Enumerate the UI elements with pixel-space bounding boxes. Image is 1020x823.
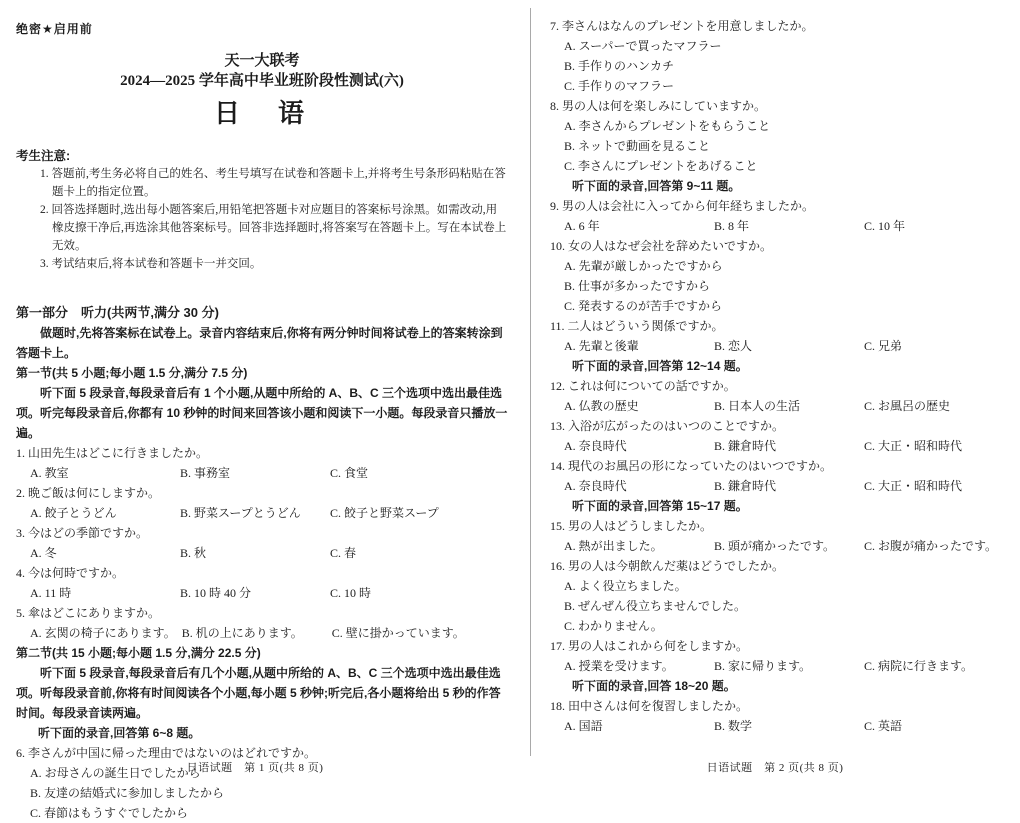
question-stem: 5. 傘はどこにありますか。 [16,606,161,620]
question-stem: 1. 山田先生はどこに行きましたか。 [16,446,209,460]
question-stem: 14. 現代のお風呂の形になっていたのはいつですか。 [550,459,833,473]
option-8C: C. 李さんにプレゼントをあげること [564,159,758,173]
option-10B: B. 仕事が多かったですから [564,279,711,293]
listening-lead: 听下面的录音,回答第 15~17 题。 [572,499,748,513]
question-options [16,623,508,643]
option-10C: C. 発表するのが苦手ですから [564,299,723,313]
page2-footer: 日语试题 第 2 页(共 8 页) [706,762,844,774]
section1-heading: 第一节(共 5 小题;每小题 1.5 分,满分 7.5 分) [16,366,248,380]
question-7 [550,16,1010,96]
listening-lead: 听下面的录音,回答第 6~8 题。 [38,726,201,740]
option-11A: A. 先輩と後輩 [564,339,639,353]
notice-item-1: 1. 答题前,考生务必将自己的姓名、考生号填写在试卷和答题卡上,并将考生号条形码粘贴在答题卡上的指定位置。 [40,168,506,198]
question-options [550,116,1010,176]
option-2C: C. 餃子と野菜スープ [330,506,439,520]
option-17C: C. 病院に行きます。 [864,659,974,673]
option-9A: A. 6 年 [564,219,600,233]
question-8 [550,96,1010,176]
question-4 [16,563,508,603]
option-9B: B. 8 年 [714,219,750,233]
question-9 [550,196,1010,236]
section2-heading: 第二节(共 15 小题;每小题 1.5 分,满分 22.5 分) [16,646,261,660]
question-options [550,716,1010,736]
question-17 [550,636,1010,676]
question-options [16,503,508,523]
option-3B: B. 秋 [180,546,207,560]
option-9C: C. 10 年 [864,219,906,233]
option-7C: C. 手作りのマフラー [564,79,675,93]
option-4A: A. 11 時 [30,586,72,600]
option-13C: C. 大正・昭和時代 [864,439,963,453]
question-stem: 8. 男の人は何を楽しみにしていますか。 [550,99,767,113]
notice-item-3: 3. 考试结束后,将本试卷和答题卡一并交回。 [40,258,262,270]
option-15C: C. お腹が痛かったです。 [864,539,998,553]
option-16C: C. わかりません。 [564,619,663,633]
question-options [16,543,508,563]
option-10A: A. 先輩が厳しかったですから [564,259,723,273]
question-11 [550,316,1010,356]
option-12B: B. 日本人の生活 [714,399,801,413]
question-stem: 17. 男の人はこれから何をしますか。 [550,639,749,653]
question-stem: 6. 李さんが中国に帰った理由ではないのはどれですか。 [16,746,317,760]
option-8A: A. 李さんからプレゼントをもらうこと [564,119,771,133]
question-options [550,436,1010,456]
question-stem: 4. 今は何時ですか。 [16,566,125,580]
question-options [550,576,1010,636]
option-3C: C. 春 [330,546,357,560]
part1-intro: 做题时,先将答案标在试卷上。录音内容结束后,你将有两分钟时间将试卷上的答案转涂到答题卡上。 [16,326,503,360]
option-12C: C. お風呂の歴史 [864,399,951,413]
exam-session: 2024—2025 学年高中毕业班阶段性测试(六) [120,73,404,89]
option-1A: A. 教室 [30,466,69,480]
question-options [16,463,508,483]
option-15A: A. 熱が出ました。 [564,539,663,553]
listening-lead: 听下面的录音,回答 18~20 题。 [572,679,736,693]
listening-lead: 听下面的录音,回答第 12~14 题。 [572,359,748,373]
option-5C: C. 壁に掛かっています。 [331,626,465,640]
option-2A: A. 餃子とうどん [30,506,117,520]
option-17A: A. 授業を受けます。 [564,659,674,673]
question-14 [550,456,1010,496]
page1-footer: 日语试题 第 1 页(共 8 页) [186,762,324,774]
question-15 [550,516,1010,556]
question-stem: 12. これは何についての話ですか。 [550,379,736,393]
option-12A: A. 仏教の歴史 [564,399,639,413]
question-options [550,396,1010,416]
question-stem: 3. 今はどの季節ですか。 [16,526,149,540]
question-options [550,476,1010,496]
question-16 [550,556,1010,636]
option-1C: C. 食堂 [330,466,369,480]
question-options [16,583,508,603]
option-1B: B. 事務室 [180,466,231,480]
option-5A: A. 玄関の椅子にあります。 [30,626,176,640]
option-13A: A. 奈良時代 [564,439,627,453]
page2-questions [550,16,1010,736]
section1-instructions: 听下面 5 段录音,每段录音后有 1 个小题,从题中所给的 A、B、C 三个选项中选出最佳选项。听完每段录音后,你都有 10 秒钟的时间来回答该小题和阅读下一小题。每段录音只播放一遍。 [16,386,508,440]
notice-item-2: 2. 回答选择题时,选出每小题答案后,用铅笔把答题卡对应题目的答案标号涂黑。如需改动,用橡皮擦干净后,再选涂其他答案标号。回答非选择题时,将答案写在答题卡上。写在本试卷上无效。 [40,204,507,252]
exam-organization: 天一大联考 [224,53,300,69]
option-16B: B. ぜんぜん役立ちませんでした。 [564,599,747,613]
option-6A: A. お母さんの誕生日でしたから [30,766,201,780]
option-18A: A. 国語 [564,719,603,733]
option-5B: B. 机の上にあります。 [181,626,303,640]
option-15B: B. 頭が痛かったです。 [714,539,836,553]
question-stem: 11. 二人はどういう関係ですか。 [550,319,724,333]
question-options [550,256,1010,316]
question-12 [550,376,1010,416]
question-options [550,36,1010,96]
option-13B: B. 鎌倉時代 [714,439,777,453]
question-stem: 13. 入浴が広がったのはいつのことですか。 [550,419,785,433]
question-options [550,336,1010,356]
subject-title: 日 语 [213,99,310,128]
question-3 [16,523,508,563]
option-18B: B. 数学 [714,719,753,733]
option-11B: B. 恋人 [714,339,753,353]
option-4C: C. 10 時 [330,586,372,600]
question-stem: 18. 田中さんは何を復習しましたか。 [550,699,749,713]
option-6B: B. 友達の結婚式に参加しましたから [30,786,225,800]
option-16A: A. よく役立ちました。 [564,579,687,593]
option-8B: B. ネットで動画を見ること [564,139,711,153]
question-options [550,216,1010,236]
question-options [550,536,1010,556]
option-14C: C. 大正・昭和時代 [864,479,963,493]
section2-instructions: 听下面 5 段录音,每段录音后有几个小题,从题中所给的 A、B、C 三个选项中选出最佳选项。听每段录音前,你将有时间阅读各个小题,每小题 5 秒钟;听完后,各小题将给出 5 秒的作答时间。每段录音读两遍。 [16,666,501,720]
question-stem: 7. 李さんはなんのプレゼントを用意しましたか。 [550,19,814,33]
option-3A: A. 冬 [30,546,57,560]
option-17B: B. 家に帰ります。 [714,659,812,673]
question-6 [16,743,508,823]
option-6C: C. 春節はもうすぐでしたから [30,806,189,820]
question-13 [550,416,1010,456]
option-7A: A. スーパーで買ったマフラー [564,39,722,53]
question-2 [16,483,508,523]
page-divider [530,8,531,756]
option-11C: C. 兄弟 [864,339,903,353]
option-4B: B. 10 時 40 分 [180,586,252,600]
question-stem: 15. 男の人はどうしましたか。 [550,519,713,533]
question-1 [16,443,508,483]
notice-title: 考生注意: [16,149,71,163]
secret-label: 绝密★启用前 [16,22,93,36]
option-2B: B. 野菜スープとうどん [180,506,301,520]
question-stem: 10. 女の人はなぜ会社を辞めたいですか。 [550,239,773,253]
option-14A: A. 奈良時代 [564,479,627,493]
page-1 [16,0,508,823]
listening-lead: 听下面的录音,回答第 9~11 题。 [572,179,741,193]
question-stem: 16. 男の人は今朝飲んだ薬はどうでしたか。 [550,559,785,573]
option-7B: B. 手作りのハンカチ [564,59,675,73]
question-18 [550,696,1010,736]
question-options [550,656,1010,676]
part1-heading: 第一部分 听力(共两节,满分 30 分) [16,305,219,320]
question-stem: 2. 晩ご飯は何にしますか。 [16,486,161,500]
question-10 [550,236,1010,316]
question-5 [16,603,508,643]
option-14B: B. 鎌倉時代 [714,479,777,493]
option-18C: C. 英語 [864,719,903,733]
page-2 [550,0,1010,736]
question-stem: 9. 男の人は会社に入ってから何年経ちましたか。 [550,199,815,213]
